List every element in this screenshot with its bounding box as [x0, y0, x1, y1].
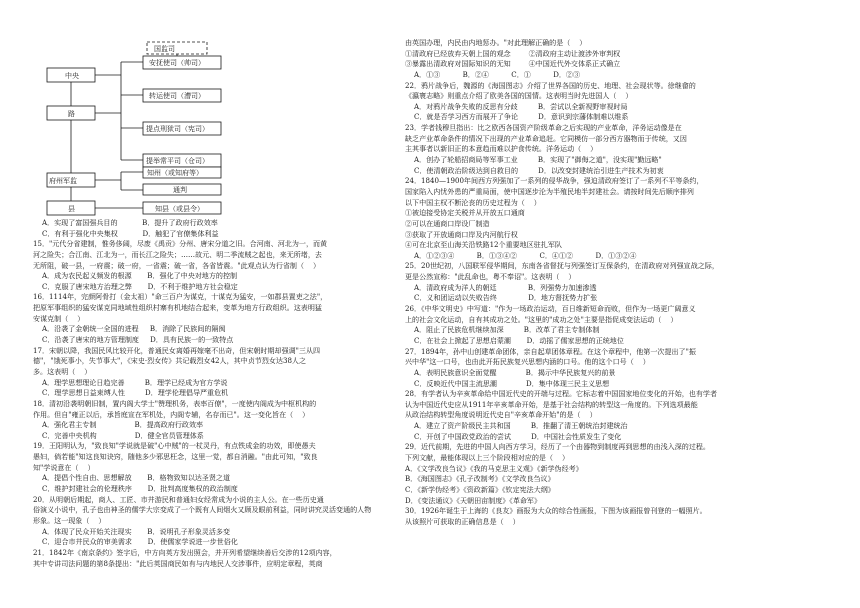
road-label: 路 [68, 110, 75, 118]
text-line: C．理学思想日益束缚人性 D．理学伦理倡导严重危机 [33, 388, 229, 398]
text-line: A．成为农民起义频发的根源 B．强化了中央对地方的控制 [33, 271, 238, 281]
text-line: 20．从明朝后期起，商人、工匠、市井游民和普通妇女经常成为小说的主人公。在一些历史通 [33, 494, 324, 504]
text-line: C．完善中央机构 D．健全官员管理体系 [33, 430, 204, 440]
text-line: 26．《中华文明史》中写道："作为一场政治运动，百日维新短命而败，但作为一场更广阔意义 [405, 304, 696, 314]
text-line: 16．1114年，完颜阿骨打（金太祖）"命三百户为谋克，十谋克为猛安，一如郡县置吏之法"， [33, 292, 328, 302]
center-label: 中央 [65, 72, 79, 80]
text-line: 其中专讲司法问题的第8条提出："此后英国商民如有与内地民人交涉事件，应明定章程，英商 [33, 558, 323, 568]
text-line: 俗演义小说中，孔子也由神圣的儒学大宗变成了一个既有人间烟火又顾及眼前利益，同时讲究灵活变通的人物 [33, 505, 372, 515]
right-column [405, 38, 791, 527]
text-line: 25．20世纪初，八国联军侵华期间，东南各省督抚与列强签订互保条约，在清政府对列强宣战之际， [405, 261, 719, 271]
text-line: ①清政府已经放弃天朝上国的观念 ②清政府主动让渡涉外审判权 [405, 48, 621, 58]
office-label-tiju: 提举常平司（仓司） [146, 157, 209, 165]
text-line: 更是公然宣称："此乱命也，粤不奉诏"。这表明（ ） [405, 272, 576, 282]
text-line: 从该照片可获取的正确信息是（ ） [405, 516, 520, 526]
text-line: 22．鸦片战争后，魏源的《海国图志》介绍了世界各国的历史、地理、社会现状等。徐继畲的 [405, 80, 696, 90]
text-line: ①被迫接受协定关税并从开放五口通商 [405, 208, 525, 218]
text-line: 从政治结构转型角度说明近代史自"辛亥革命开始"的是（ ） [405, 410, 597, 420]
county-label: 县 [68, 205, 75, 213]
prefecture-label: 府州军监 [49, 177, 77, 185]
text-line: C．维护封建社会的伦理秩序 D．批判高度集权的政治制度 [33, 484, 238, 494]
text-line: 愚妇，倘若能"知这良知诀窍，随他多少邪思枉念，这里一觉，都自消融。"由此可知，"致良 [33, 452, 318, 462]
text-line: A．①②③④ B．①③④② C．④①② D．①③②④ [405, 250, 637, 260]
text-line: ②可以在通商口岸设厂制造 [405, 218, 490, 228]
text-line: 27．1894年，孙中山创建革命团体，亲自起草团体章程。在这个章程中，他第一次提出了"振 [405, 346, 696, 356]
text-line: C．开创了中国政党政治的尝试 D．中国社会性质发生了变化 [405, 431, 622, 441]
text-line: 河之险失；合江南、江北为一，而长江之险失；……故元、明二季流贼之起也，来无所堵，去 [33, 249, 322, 259]
text-line: A．沿袭了金朝统一全国的进程 B．消除了民族间的隔阂 [33, 324, 226, 334]
text-line: A．强化君主专制 B．提高政府行政效率 [33, 420, 204, 430]
text-line: 下列文献，最能体现以上三个阶段相对应的是（ ） [405, 452, 569, 462]
text-line: C．反映近代中国主流思潮 D．集中体现三民主义思想 [405, 378, 610, 388]
text-line: 主其事者以新旧正的本意趋而难以护食传统。洋务运动（ ） [405, 144, 598, 154]
text-line: 兴中华"这一口号，也由此开拓民族复兴思想内涵的口号。他的这个口号（ ） [405, 357, 650, 367]
text-line: 17．宋朝以降，我国民风比较开化，普通民女离婚再嫁毫不出奇，但宋朝时期却强调"三从四 [33, 345, 321, 355]
text-line: 知"学说意在（ ） [33, 462, 95, 472]
text-line: A．表明民族意识全面觉醒 B．揭示中华民族复兴的前景 [405, 367, 616, 377]
text-line: 24．1840—1900年间西方列强加了一系列的侵华战争，强迫清政府签订了一系列不平等条约， [405, 176, 704, 186]
text-line: 无所阻，破一县，一府震；破一府，一省震；破一省，各省皆震。"此观点认为行省制（ ） [33, 260, 321, 270]
text-line: 23．学者钱穆旦指出：比之欧西各国资产阶级革命之后实现的产业革命，洋务运动像是在 [405, 123, 682, 133]
text-line: A．体现了民众开始关注现实 B．说明孔子形象灵活多变 [33, 526, 230, 536]
text-line: A．提倡个性自由、思想解放 B．格物致知以达圣贤之道 [33, 473, 230, 483]
text-line: 18．清初沿袭明朝旧制，置内阁大学士"赞理机务，表率百僚"，一度使内阁成为中枢机构的 [33, 398, 317, 408]
text-line: 把原军事组织的猛安谋克同地域性组织村寨有机地结合起来，变革为地方行政组织。这表明猛 [33, 303, 322, 313]
text-line: 国家陷入内忧外患的严重局面，使中国逐步沦为半殖民地半封建社会。请按时间先后顺序排列 [405, 186, 694, 196]
text-line: C．克服了唐宋地方治理之弊 D．不利于维护地方社会稳定 [33, 281, 238, 291]
left-column [33, 218, 419, 569]
text-line: 由英国办理，内民由内地惩办。"对此理解正确的是（ ） [405, 38, 587, 47]
text-line: A．创办了轮船招商局等军事工业 B．实现了"御侮之道"，没实现"勤远略" [405, 155, 662, 165]
administrative-structure-diagram [33, 38, 393, 216]
text-line: C．沿袭了唐宋的地方管理制度 D．具有民族一的一致特点 [33, 335, 234, 345]
text-line: ④可在北京至山海关沿铁路12个重要地区驻扎军队 [405, 240, 562, 250]
text-line: A．①③ B．②④ C．① D．②③ [405, 69, 580, 79]
dashed-label: 国监司 [154, 45, 175, 53]
text-line: 《瀛寰志略》则重点介绍了欧美各国的国情。这表明当时先进国人（ ） [405, 91, 633, 101]
text-line: D．《变法通议》《天朝田亩制度》《革命军》 [405, 495, 542, 505]
text-line: A．清政府成为洋人的朝廷 B．列强势力加速渗透 [405, 282, 597, 292]
text-line: A．建立了资产阶级民主共和国 B．推翻了清王朝统治封建统治 [405, 421, 628, 431]
text-line: 认为中国近代史应从1911年辛亥革命开始，是基于社会结构的转型这一角度的。下列选项最能 [405, 399, 698, 409]
office-label-anfu: 安抚使司（帅司） [149, 59, 205, 67]
office-label-zhuanyun: 转运使司（漕司） [149, 92, 205, 100]
text-line: A．实现了富国强兵目的 B．提升了政府行政效率 [33, 218, 218, 227]
prefecture-sub-label-zhizhou: 知州（或知府等） [147, 169, 203, 177]
text-line: C．义和团运动以失败告终 D．地方督抚势力扩张 [405, 293, 598, 303]
text-line: C．就是否学习西方而展开了争论 D．意识到宗藩体制难以维系 [405, 112, 629, 122]
text-line: 德"，"饿死事小，失节事大"，《宋史·烈女传》共记载烈女42人，其中贞节烈女达38人之 [33, 356, 307, 366]
text-line: 多。这表明（ ） [33, 366, 92, 376]
text-line: 28．有学者认为辛亥革命给中国近代史的开端与过程。它标志着中国国家地位变化的开始，也有学者 [405, 389, 717, 399]
text-line: C．《新学伪经考》《资政新篇》《钦定宪法大纲》 [405, 484, 555, 494]
text-line: 形象。这一现象（ ） [33, 515, 106, 525]
county-sub-label: 知县（或县令） [155, 205, 204, 213]
text-line: ③获取了开放通商口岸及内河航行权 [405, 229, 518, 239]
text-line: 安谋克制（ ） [33, 313, 85, 323]
text-line: A．《文学改良刍议》《我的马克思主义观》《新学伪经考》 [405, 463, 583, 473]
office-label-tidian: 提点刑狱司（宪司） [146, 125, 209, 133]
text-line: ③暴露出清政府对国际知识的无知 ④中国近代外交体系正式确立 [405, 59, 621, 69]
text-line: A．理学思想理论日趋完善 B．理学已经成为官方学说 [33, 377, 228, 387]
text-line: 29．近代前期，先进的中国人向西方学习，经历了一个由器物到制度再到思想的由浅入深的过程。 [405, 442, 710, 452]
text-line: 上的社会文化运动，自有其成功之处。"这里的"成功之处"主要是指促成变法运动（ ） [405, 314, 678, 324]
text-line: 作用。但自"雍正以后，承旨庭宣在军机处，内阁专辅，名存而已"。这一变化旨在（ ） [33, 409, 310, 419]
text-line: 15．"元代分省建制，惟务侈阔，尽废《禹贡》分州、唐宋分道之旧。合河南、河北为一，而黄 [33, 239, 328, 249]
text-line: C．迎合市井民众的审美需求 D．使儒家学说进一步世俗化 [33, 537, 238, 547]
text-line: A．对鸦片战争失败的反思有分歧 B．尝试以全新视野审视时局 [405, 101, 628, 111]
text-line: C．有利于强化中央集权 D．触犯了官僚集体利益 [33, 228, 219, 238]
text-line: 缺乏产业革命条件的情况下出现的产业革命追赶。它同模仿一部分西方器物而于传统，又因 [405, 133, 687, 143]
text-line: 30．1926年诞生于上海的《良友》画报为大众的综合性画报，下图为该画报曾刊登的一幅照片。 [405, 506, 707, 516]
text-line: A．阻止了民族危机继续加深 B．改革了君主专制体制 [405, 325, 600, 335]
text-line: B．《海国图志》《孔子改制考》《文学改良刍议》 [405, 474, 555, 484]
text-line: C．使清朝政治阶级达到自救目的 D．以改变封建统治引进生产技术为初衷 [405, 165, 664, 175]
text-line: 以下中国主权不断沦丧的历史过程为（ ） [405, 197, 541, 207]
text-line: C．在社会上掀起了思想启蒙潮 D．动摇了儒家思想的正统地位 [405, 335, 624, 345]
prefecture-sub-label-tongpan: 通判 [173, 186, 187, 194]
text-line: 21．1842年《南京条约》签字后，中方向英方发出照会，并开列希望继续善后交涉的12项内容， [33, 547, 337, 557]
text-line: 19．王阳明认为，"致良知"学说就是破"心中贼"的一杖灵丹，有点铁成金的功效，即使愚夫 [33, 441, 316, 451]
